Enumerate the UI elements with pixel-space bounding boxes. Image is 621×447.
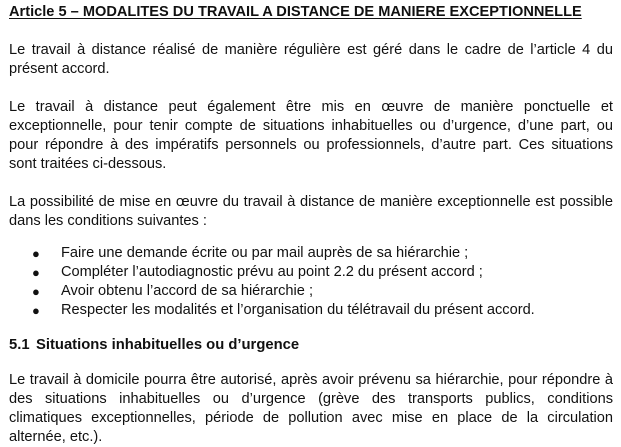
paragraph-section-5-1: Le travail à domicile pourra être autorisé, après avoir prévenu sa hiérarchie, pour répondre à des situations inhabituelles ou d’urgence (grève des transports publics, conditions climatiques exceptionnelles, période de pollution avec mise en place de la circulation alternée, etc.). xyxy=(9,372,613,445)
list-item xyxy=(32,282,613,301)
bullet-icon: ● xyxy=(32,246,40,261)
article-heading xyxy=(9,4,613,21)
list-item xyxy=(32,244,613,263)
section-title: Situations inhabituelles ou d’urgence xyxy=(36,337,300,353)
paragraph-exceptional-use: Le travail à distance peut également être mis en œuvre de manière ponctuelle et exceptionnelle, pour tenir compte de situations inhabituelles ou d’urgence, d’une part, ou pour répondre à des impératifs personnels ou professionnels, d’autre part. Ces situations sont traitées ci-dessous. xyxy=(9,99,613,172)
bullet-icon: ● xyxy=(32,303,40,318)
list-item-text: Avoir obtenu l’accord de sa hiérarchie ; xyxy=(61,283,314,299)
list-item xyxy=(32,301,613,320)
document-page xyxy=(9,4,613,447)
list-item-text: Faire une demande écrite ou par mail auprès de sa hiérarchie ; xyxy=(61,245,469,261)
list-item-text: Compléter l’autodiagnostic prévu au point 2.2 du présent accord ; xyxy=(61,264,483,280)
paragraph-intro: Le travail à distance réalisé de manière régulière est géré dans le cadre de l’article 4 du présent accord. xyxy=(9,42,613,77)
bullet-icon: ● xyxy=(32,284,40,299)
section-number: 5.1 xyxy=(9,337,30,353)
paragraph-conditions: La possibilité de mise en œuvre du travail à distance de manière exceptionnelle est possible dans les conditions suivantes : xyxy=(9,194,613,229)
list-item-text: Respecter les modalités et l’organisation du télétravail du présent accord. xyxy=(61,302,535,318)
list-item xyxy=(32,263,613,282)
section-heading xyxy=(9,336,613,355)
bullet-icon: ● xyxy=(32,265,40,280)
conditions-list xyxy=(9,244,613,320)
article-title: Article 5 – MODALITES DU TRAVAIL A DISTANCE DE MANIERE EXCEPTIONNELLE xyxy=(9,4,582,20)
